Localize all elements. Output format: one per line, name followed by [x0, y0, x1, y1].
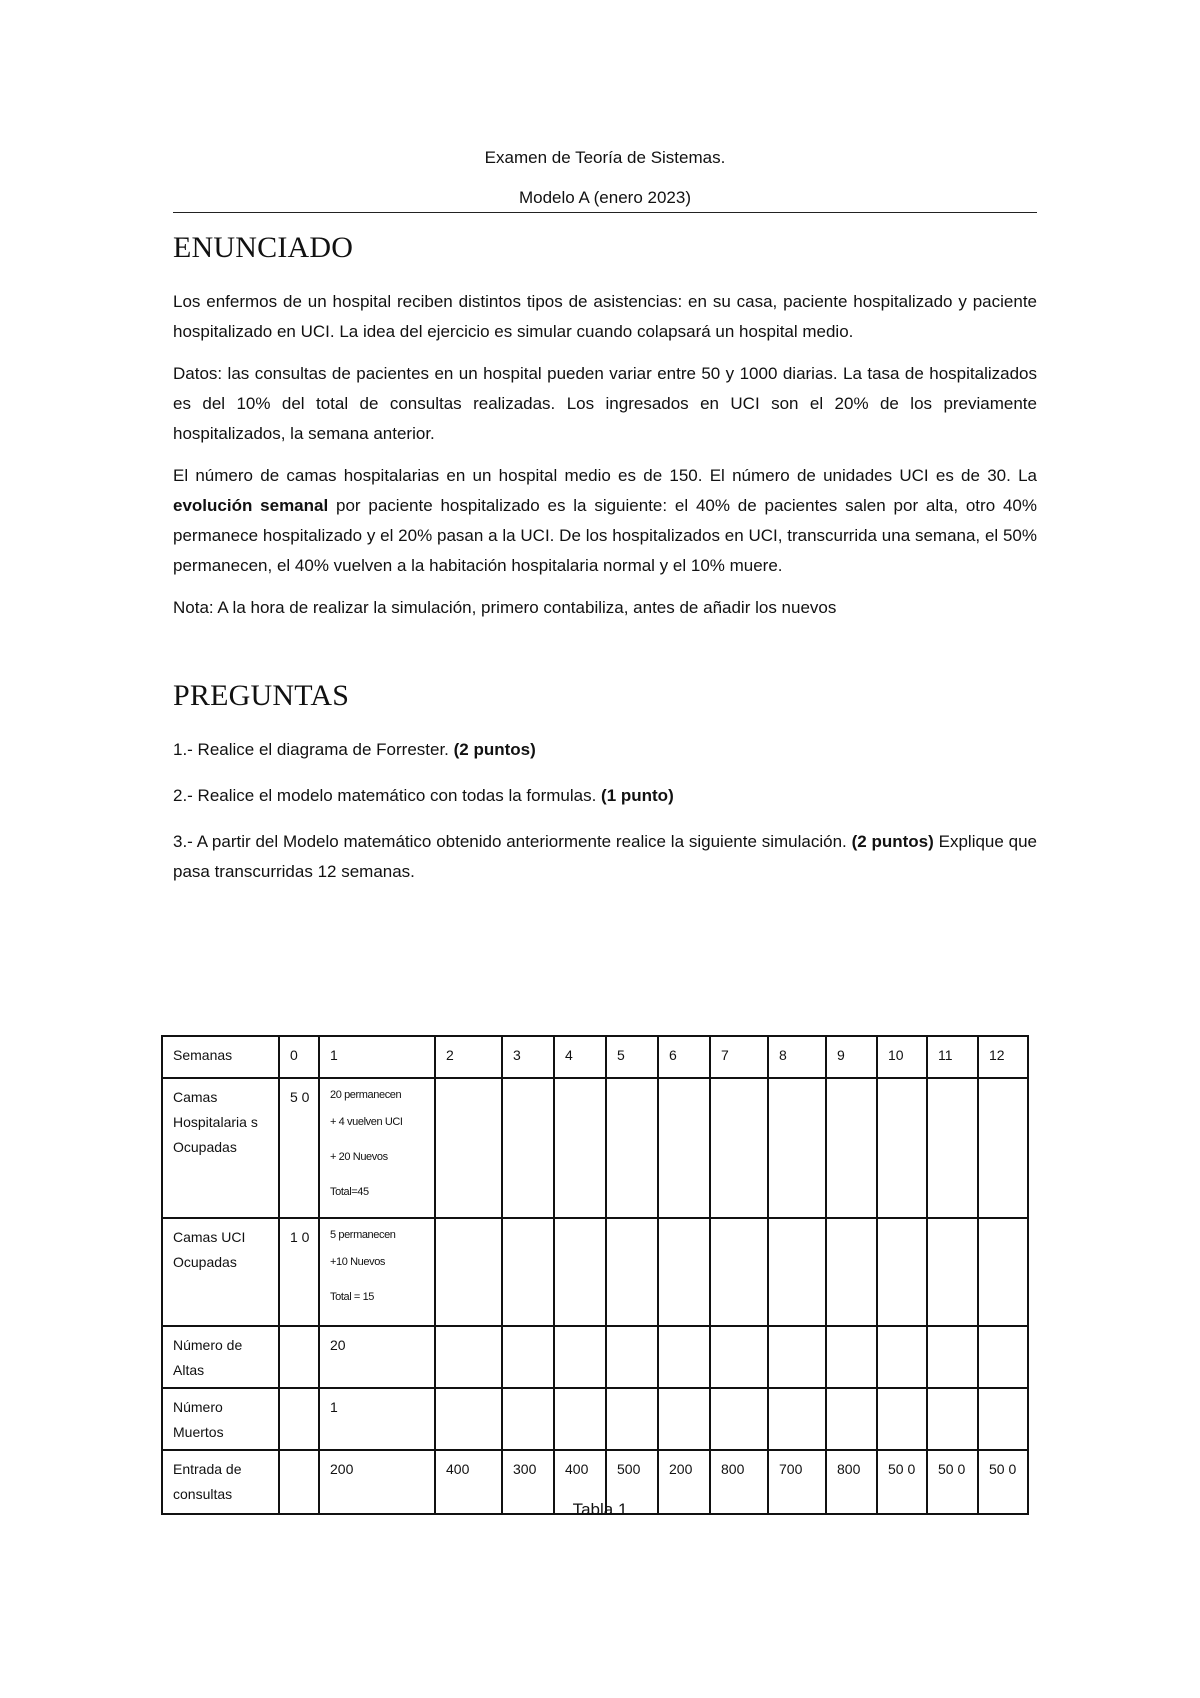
table-cell [658, 1078, 710, 1218]
preguntas-heading: PREGUNTAS [173, 679, 350, 712]
exam-page [173, 0, 1037, 903]
header-cell: 7 [710, 1036, 768, 1078]
table-cell [877, 1388, 927, 1450]
table-cell [768, 1388, 826, 1450]
question-3 [173, 827, 1037, 887]
table-row [162, 1218, 1028, 1326]
table-cell [554, 1326, 606, 1388]
header-cell: 6 [658, 1036, 710, 1078]
simulation-table [161, 1035, 1029, 1515]
table-cell [710, 1078, 768, 1218]
enunciado-nota: Nota: A la hora de realizar la simulación, primero contabiliza, antes de añadir los nuevos [173, 598, 837, 617]
row-label: Camas Hospitalaria s Ocupadas [162, 1078, 279, 1218]
header-cell: 12 [978, 1036, 1028, 1078]
table-cell: 400 [435, 1450, 502, 1514]
table-cell [658, 1218, 710, 1326]
table-cell [502, 1326, 554, 1388]
table-cell: 400 [554, 1450, 606, 1514]
table-cell [554, 1218, 606, 1326]
enunciado-paragraph-1: Los enfermos de un hospital reciben distintos tipos de asistencias: en su casa, paciente hospitalizado y paciente hospitalizado en UCI. La idea del ejercicio es simular cuando colapsará un hospital medio. [173, 292, 1037, 341]
row-label: Número Muertos [162, 1388, 279, 1450]
table-row [162, 1388, 1028, 1450]
header-cell: 2 [435, 1036, 502, 1078]
table-cell [606, 1218, 658, 1326]
header-cell: 8 [768, 1036, 826, 1078]
table-cell [606, 1388, 658, 1450]
cell-line: + 20 Nuevos [330, 1151, 388, 1163]
table-cell [279, 1326, 319, 1388]
table-cell: 200 [319, 1450, 435, 1514]
table-cell [978, 1388, 1028, 1450]
header-cell: 1 [319, 1036, 435, 1078]
cell-line: 5 permanecen [330, 1229, 396, 1241]
exam-title: Examen de Teoría de Sistemas. [484, 148, 726, 167]
cell-line: Total = 15 [330, 1291, 375, 1303]
table-cell [606, 1326, 658, 1388]
table-cell [978, 1218, 1028, 1326]
table-cell [554, 1388, 606, 1450]
table-cell [435, 1078, 502, 1218]
question-3-text: 3.- A partir del Modelo matemático obtenido anteriormente realice la siguiente simulación. [173, 832, 852, 851]
table-cell [279, 1388, 319, 1450]
header-cell: Semanas [162, 1036, 279, 1078]
table-row [162, 1326, 1028, 1388]
p3-text-a: El número de camas hospitalarias en un hospital medio es de 150. El número de unidades UCI es de 30. La [173, 466, 1037, 485]
row-label: Número de Altas [162, 1326, 279, 1388]
table-cell [768, 1218, 826, 1326]
question-2 [173, 781, 1037, 811]
cell-line: Total=45 [330, 1186, 369, 1198]
table-cell [435, 1218, 502, 1326]
table-cell [319, 1078, 435, 1218]
table-row [162, 1078, 1028, 1218]
question-1-points: (2 puntos) [453, 740, 536, 759]
table-cell [502, 1078, 554, 1218]
table-cell [826, 1388, 877, 1450]
header-cell: 10 [877, 1036, 927, 1078]
table-cell: 200 [658, 1450, 710, 1514]
table-cell [710, 1388, 768, 1450]
table-cell [710, 1218, 768, 1326]
table-caption: Tabla 1 [572, 1500, 628, 1519]
table-cell [826, 1326, 877, 1388]
table-cell [768, 1326, 826, 1388]
table-cell [502, 1218, 554, 1326]
header-cell: 0 [279, 1036, 319, 1078]
table-cell [710, 1326, 768, 1388]
table-cell: 50 0 [978, 1450, 1028, 1514]
table-cell: 5 0 [279, 1078, 319, 1218]
table-cell [826, 1218, 877, 1326]
table-cell [435, 1388, 502, 1450]
enunciado-paragraph-3 [173, 461, 1037, 581]
table-cell: 50 0 [927, 1450, 978, 1514]
table-cell: 800 [826, 1450, 877, 1514]
cell-line: 20 permanecen [330, 1089, 402, 1101]
table-cell: 700 [768, 1450, 826, 1514]
question-3-points: (2 puntos) [851, 832, 934, 851]
table-cell: 300 [502, 1450, 554, 1514]
table-cell [927, 1218, 978, 1326]
header-cell: 5 [606, 1036, 658, 1078]
table-cell [927, 1388, 978, 1450]
cell-line: +10 Nuevos [330, 1256, 386, 1268]
question-3-tail: Explique que pasa transcurridas 12 semanas. [173, 832, 1038, 881]
table-header-row [162, 1036, 1028, 1078]
table-cell [658, 1388, 710, 1450]
enunciado-paragraph-2: Datos: las consultas de pacientes en un hospital pueden variar entre 50 y 1000 diarias. La tasa de hospitalizados es del 10% del total de consultas realizadas. Los ingresados en UCI son el 20% de los previamente hospitalizados, la semana anterior. [173, 364, 1037, 443]
enunciado-heading: ENUNCIADO [173, 231, 354, 264]
question-2-text: 2.- Realice el modelo matemático con todas la formulas. [173, 786, 602, 805]
table-cell [978, 1326, 1028, 1388]
header-cell: 11 [927, 1036, 978, 1078]
question-1 [173, 735, 1037, 765]
exam-subtitle: Modelo A (enero 2023) [173, 188, 1037, 213]
table-cell [877, 1218, 927, 1326]
header-cell: 9 [826, 1036, 877, 1078]
question-2-points: (1 punto) [601, 786, 674, 805]
table-cell [927, 1326, 978, 1388]
table-cell [768, 1078, 826, 1218]
table-cell [826, 1078, 877, 1218]
table-cell: 20 [319, 1326, 435, 1388]
header-cell: 3 [502, 1036, 554, 1078]
table-cell: 800 [710, 1450, 768, 1514]
row-label: Camas UCI Ocupadas [162, 1218, 279, 1326]
table-cell [978, 1078, 1028, 1218]
table-cell [877, 1326, 927, 1388]
question-1-text: 1.- Realice el diagrama de Forrester. [173, 740, 454, 759]
table-cell: 1 [319, 1388, 435, 1450]
table-cell: 500 [606, 1450, 658, 1514]
table-cell [435, 1326, 502, 1388]
table-cell [606, 1078, 658, 1218]
table-cell [502, 1388, 554, 1450]
row-label: Entrada de consultas [162, 1450, 279, 1514]
table-cell [927, 1078, 978, 1218]
p3-bold: evolución semanal [173, 496, 329, 515]
table-cell [319, 1218, 435, 1326]
table-cell: 50 0 [877, 1450, 927, 1514]
table-cell [554, 1078, 606, 1218]
p3-text-b: por paciente hospitalizado es la siguiente: el 40% de pacientes salen por alta, otro 40% permanece hospitalizado y el 20% pasan a la UCI. De los hospitalizados en UCI, transcurrida una semana, el 50% permanecen, el 40% vuelven a la habitación hospitalaria normal y el 10% muere. [173, 496, 1037, 575]
table-cell: 1 0 [279, 1218, 319, 1326]
header-cell: 4 [554, 1036, 606, 1078]
cell-line: + 4 vuelven UCI [330, 1116, 403, 1128]
table-cell [877, 1078, 927, 1218]
table-cell [658, 1326, 710, 1388]
